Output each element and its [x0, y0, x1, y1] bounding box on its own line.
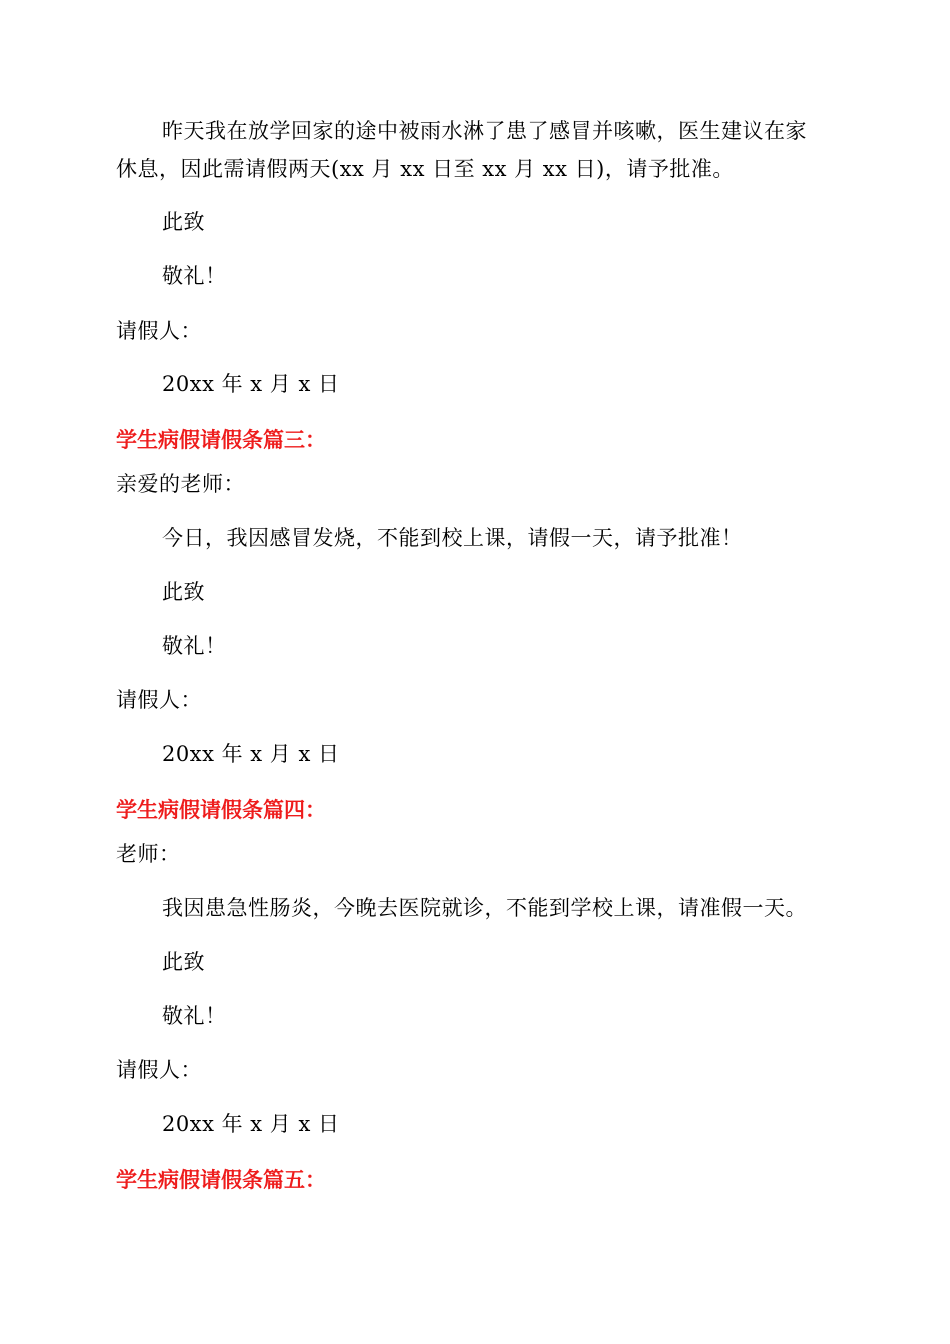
signer-label: 请假人： [116, 688, 202, 712]
body-paragraph-line: 我因患急性肠炎，今晚去医院就诊，不能到学校上课，请准假一天。 [162, 896, 807, 920]
closing-line: 此致 [162, 950, 205, 974]
closing-line: 此致 [162, 580, 205, 604]
closing-line: 敬礼！ [162, 264, 227, 288]
section-heading: 学生病假请假条篇三： [116, 428, 326, 452]
date-line: 20xx 年 x 月 x 日 [162, 372, 340, 396]
body-paragraph-line: 休息，因此需请假两天(xx 月 xx 日至 xx 月 xx 日)，请予批准。 [116, 157, 734, 181]
date-line: 20xx 年 x 月 x 日 [162, 742, 340, 766]
signer-label: 请假人： [116, 1058, 202, 1082]
section-heading: 学生病假请假条篇四： [116, 798, 326, 822]
salutation: 亲爱的老师： [116, 472, 245, 496]
body-paragraph-line: 今日，我因感冒发烧，不能到校上课，请假一天，请予批准！ [162, 526, 743, 550]
body-paragraph-line: 昨天我在放学回家的途中被雨水淋了患了感冒并咳嗽，医生建议在家 [162, 119, 807, 143]
section-heading: 学生病假请假条篇五： [116, 1168, 326, 1192]
date-line: 20xx 年 x 月 x 日 [162, 1112, 340, 1136]
closing-line: 此致 [162, 210, 205, 234]
closing-line: 敬礼！ [162, 1004, 227, 1028]
signer-label: 请假人： [116, 319, 202, 343]
closing-line: 敬礼！ [162, 634, 227, 658]
salutation: 老师： [116, 842, 181, 866]
